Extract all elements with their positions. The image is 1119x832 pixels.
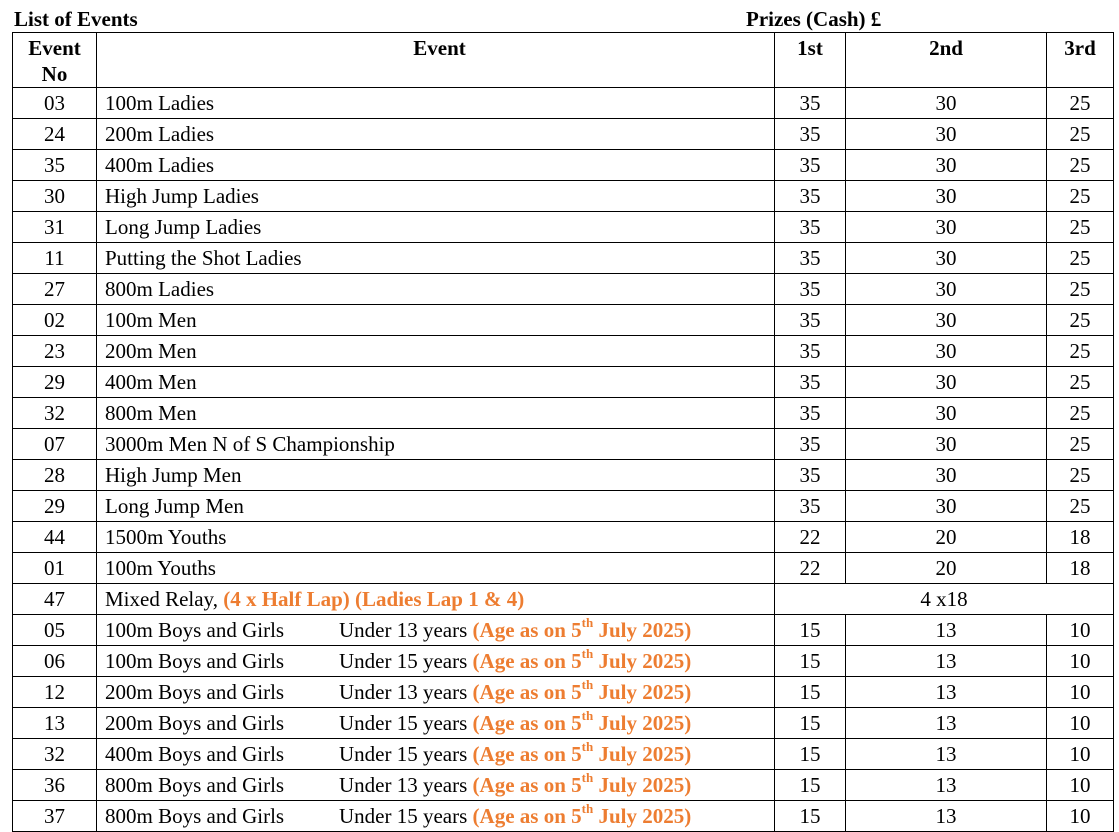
prize-second-cell: 20 [846, 553, 1047, 584]
table-row [13, 522, 1114, 553]
youth-event-name: 200m Boys and Girls [105, 680, 285, 704]
age-note [472, 770, 692, 797]
event-no-cell: 23 [13, 336, 97, 367]
event-name-cell [97, 801, 775, 832]
prize-third-cell: 25 [1047, 429, 1114, 460]
page-title: List of Events [14, 7, 138, 31]
event-no-cell: 32 [13, 398, 97, 429]
prize-second-cell: 30 [846, 305, 1047, 336]
prize-second-cell: 30 [846, 460, 1047, 491]
age-note-sup: th [581, 708, 594, 723]
age-note-suffix: July 2025) [593, 680, 692, 704]
age-note-sup: th [581, 739, 594, 754]
age-note-prefix: (Age as on 5 [472, 773, 582, 797]
prize-first-cell: 15 [775, 615, 846, 646]
prize-first-cell: 35 [775, 398, 846, 429]
table-row [13, 336, 1114, 367]
header-event: Event [97, 33, 775, 88]
event-no-cell: 24 [13, 119, 97, 150]
header-first: 1st [775, 33, 846, 88]
event-name-cell [97, 615, 775, 646]
table-row [13, 615, 1114, 646]
table-row [13, 739, 1114, 770]
prize-first-cell: 35 [775, 367, 846, 398]
prize-third-cell: 10 [1047, 770, 1114, 801]
youth-event-name: 100m Boys and Girls [105, 618, 285, 642]
event-name-cell: 400m Men [97, 367, 775, 398]
age-group: Under 13 years [339, 618, 468, 642]
event-no-cell: 27 [13, 274, 97, 305]
age-note-suffix: July 2025) [593, 711, 692, 735]
prize-third-cell: 10 [1047, 646, 1114, 677]
prize-third-cell: 10 [1047, 708, 1114, 739]
age-group: Under 15 years [339, 804, 468, 828]
event-no-cell: 47 [13, 584, 97, 615]
event-name-cell: 1500m Youths [97, 522, 775, 553]
table-row [13, 305, 1114, 336]
prize-second-cell: 13 [846, 677, 1047, 708]
youth-event-name: 800m Boys and Girls [105, 773, 285, 797]
age-note-suffix: July 2025) [593, 804, 692, 828]
prize-first-cell: 35 [775, 274, 846, 305]
event-no-cell: 35 [13, 150, 97, 181]
age-note-prefix: (Age as on 5 [472, 804, 582, 828]
event-name-cell [97, 584, 775, 615]
prize-second-cell: 30 [846, 429, 1047, 460]
event-no-cell: 32 [13, 739, 97, 770]
event-name-cell: 400m Ladies [97, 150, 775, 181]
age-note-suffix: July 2025) [593, 773, 692, 797]
event-name-cell [97, 646, 775, 677]
event-name-cell: 100m Youths [97, 553, 775, 584]
prize-third-cell: 25 [1047, 398, 1114, 429]
prize-third-cell: 25 [1047, 181, 1114, 212]
prize-second-cell: 13 [846, 708, 1047, 739]
event-no-cell: 06 [13, 646, 97, 677]
prize-first-cell: 35 [775, 243, 846, 274]
prize-third-cell: 25 [1047, 491, 1114, 522]
table-row [13, 553, 1114, 584]
age-note [472, 708, 692, 735]
prize-first-cell: 35 [775, 119, 846, 150]
event-name-cell: High Jump Ladies [97, 181, 775, 212]
age-note-prefix: (Age as on 5 [472, 711, 582, 735]
prize-third-cell: 25 [1047, 119, 1114, 150]
youth-event-name: 400m Boys and Girls [105, 742, 285, 766]
prize-first-cell: 22 [775, 522, 846, 553]
event-no-cell: 44 [13, 522, 97, 553]
prize-third-cell: 10 [1047, 739, 1114, 770]
event-name-cell: High Jump Men [97, 460, 775, 491]
table-row [13, 212, 1114, 243]
prize-first-cell: 15 [775, 770, 846, 801]
header-second: 2nd [846, 33, 1047, 88]
table-row [13, 88, 1114, 119]
age-group: Under 13 years [339, 680, 468, 704]
prize-second-cell: 30 [846, 336, 1047, 367]
table-row [13, 770, 1114, 801]
prize-first-cell: 35 [775, 429, 846, 460]
table-row [13, 367, 1114, 398]
table-row [13, 181, 1114, 212]
prize-second-cell: 30 [846, 274, 1047, 305]
event-no-cell: 03 [13, 88, 97, 119]
prize-third-cell: 25 [1047, 150, 1114, 181]
prize-third-cell: 25 [1047, 274, 1114, 305]
prize-third-cell: 18 [1047, 522, 1114, 553]
relay-note: (4 x Half Lap) (Ladies Lap 1 & 4) [223, 587, 525, 611]
prize-third-cell: 25 [1047, 243, 1114, 274]
event-name-cell [97, 739, 775, 770]
event-no-cell: 30 [13, 181, 97, 212]
age-group: Under 15 years [339, 742, 468, 766]
table-row [13, 801, 1114, 832]
age-note-sup: th [581, 677, 594, 692]
youth-event-name: 200m Boys and Girls [105, 711, 285, 735]
event-no-cell: 13 [13, 708, 97, 739]
prizes-header: Prizes (Cash) £ [746, 7, 882, 31]
header-event-no [13, 33, 97, 88]
prize-first-cell: 35 [775, 336, 846, 367]
prize-first-cell: 15 [775, 677, 846, 708]
prize-first-cell: 15 [775, 801, 846, 832]
age-group: Under 15 years [339, 711, 468, 735]
age-note-prefix: (Age as on 5 [472, 680, 582, 704]
event-no-cell: 12 [13, 677, 97, 708]
prize-second-cell: 13 [846, 646, 1047, 677]
event-no-cell: 36 [13, 770, 97, 801]
prize-first-cell: 35 [775, 212, 846, 243]
event-name-cell: 800m Men [97, 398, 775, 429]
age-note-sup: th [581, 646, 594, 661]
table-header-row [13, 33, 1114, 88]
table-row [13, 677, 1114, 708]
age-note-prefix: (Age as on 5 [472, 618, 582, 642]
event-no-cell: 29 [13, 367, 97, 398]
table-row [13, 119, 1114, 150]
age-note-suffix: July 2025) [593, 618, 692, 642]
prize-second-cell: 30 [846, 212, 1047, 243]
age-note-prefix: (Age as on 5 [472, 742, 582, 766]
prize-third-cell: 25 [1047, 212, 1114, 243]
prize-first-cell: 35 [775, 305, 846, 336]
prize-second-cell: 30 [846, 491, 1047, 522]
relay-event-name: Mixed Relay, [105, 587, 218, 611]
table-row [13, 429, 1114, 460]
prize-third-cell: 25 [1047, 460, 1114, 491]
prize-second-cell: 30 [846, 88, 1047, 119]
event-no-cell: 11 [13, 243, 97, 274]
age-note-sup: th [581, 615, 594, 630]
table-row [13, 150, 1114, 181]
prize-third-cell: 25 [1047, 88, 1114, 119]
age-note-prefix: (Age as on 5 [472, 649, 582, 673]
age-note [472, 615, 692, 642]
prize-first-cell: 15 [775, 708, 846, 739]
event-name-cell: 200m Men [97, 336, 775, 367]
age-note-sup: th [581, 801, 594, 816]
events-table [12, 32, 1114, 832]
table-row [13, 708, 1114, 739]
prize-first-cell: 15 [775, 739, 846, 770]
youth-event-name: 800m Boys and Girls [105, 804, 285, 828]
event-no-cell: 07 [13, 429, 97, 460]
prize-second-cell: 13 [846, 739, 1047, 770]
youth-event-name: 100m Boys and Girls [105, 649, 285, 673]
header-event-no-label: Event No [28, 36, 81, 86]
event-name-cell: Putting the Shot Ladies [97, 243, 775, 274]
table-row [13, 460, 1114, 491]
age-note [472, 801, 692, 828]
event-name-cell: 100m Men [97, 305, 775, 336]
prize-first-cell: 35 [775, 181, 846, 212]
prize-third-cell: 18 [1047, 553, 1114, 584]
table-row [13, 243, 1114, 274]
event-name-cell [97, 770, 775, 801]
prize-third-cell: 25 [1047, 367, 1114, 398]
prize-first-cell: 22 [775, 553, 846, 584]
event-name-cell: Long Jump Ladies [97, 212, 775, 243]
prize-first-cell: 35 [775, 460, 846, 491]
event-name-cell [97, 708, 775, 739]
prize-third-cell: 25 [1047, 305, 1114, 336]
table-row [13, 646, 1114, 677]
prize-third-cell: 25 [1047, 336, 1114, 367]
prize-second-cell: 30 [846, 150, 1047, 181]
prize-first-cell: 35 [775, 88, 846, 119]
age-group: Under 13 years [339, 773, 468, 797]
event-no-cell: 02 [13, 305, 97, 336]
table-row [13, 274, 1114, 305]
relay-row [13, 584, 1114, 615]
event-name-cell [97, 677, 775, 708]
age-note [472, 677, 692, 704]
prize-second-cell: 20 [846, 522, 1047, 553]
header-third: 3rd [1047, 33, 1114, 88]
prize-third-cell: 10 [1047, 615, 1114, 646]
age-note-suffix: July 2025) [593, 649, 692, 673]
table-body [13, 88, 1114, 832]
event-no-cell: 29 [13, 491, 97, 522]
event-no-cell: 28 [13, 460, 97, 491]
prize-first-cell: 15 [775, 646, 846, 677]
prize-first-cell: 35 [775, 491, 846, 522]
event-name-cell: 3000m Men N of S Championship [97, 429, 775, 460]
event-name-cell: 800m Ladies [97, 274, 775, 305]
prize-second-cell: 13 [846, 801, 1047, 832]
prize-second-cell: 30 [846, 181, 1047, 212]
table-row [13, 398, 1114, 429]
age-note [472, 646, 692, 673]
prize-second-cell: 30 [846, 243, 1047, 274]
event-name-cell: Long Jump Men [97, 491, 775, 522]
table-row [13, 491, 1114, 522]
age-note-sup: th [581, 770, 594, 785]
age-note [472, 739, 692, 766]
age-group: Under 15 years [339, 649, 468, 673]
prize-first-cell: 35 [775, 150, 846, 181]
relay-prize-cell: 4 x18 [775, 584, 1114, 615]
prize-second-cell: 30 [846, 119, 1047, 150]
prize-third-cell: 10 [1047, 801, 1114, 832]
event-no-cell: 01 [13, 553, 97, 584]
event-no-cell: 37 [13, 801, 97, 832]
event-name-cell: 100m Ladies [97, 88, 775, 119]
prize-second-cell: 30 [846, 367, 1047, 398]
prize-third-cell: 10 [1047, 677, 1114, 708]
age-note-suffix: July 2025) [593, 742, 692, 766]
event-name-cell: 200m Ladies [97, 119, 775, 150]
event-no-cell: 31 [13, 212, 97, 243]
prize-second-cell: 13 [846, 770, 1047, 801]
prize-second-cell: 13 [846, 615, 1047, 646]
prize-second-cell: 30 [846, 398, 1047, 429]
event-no-cell: 05 [13, 615, 97, 646]
